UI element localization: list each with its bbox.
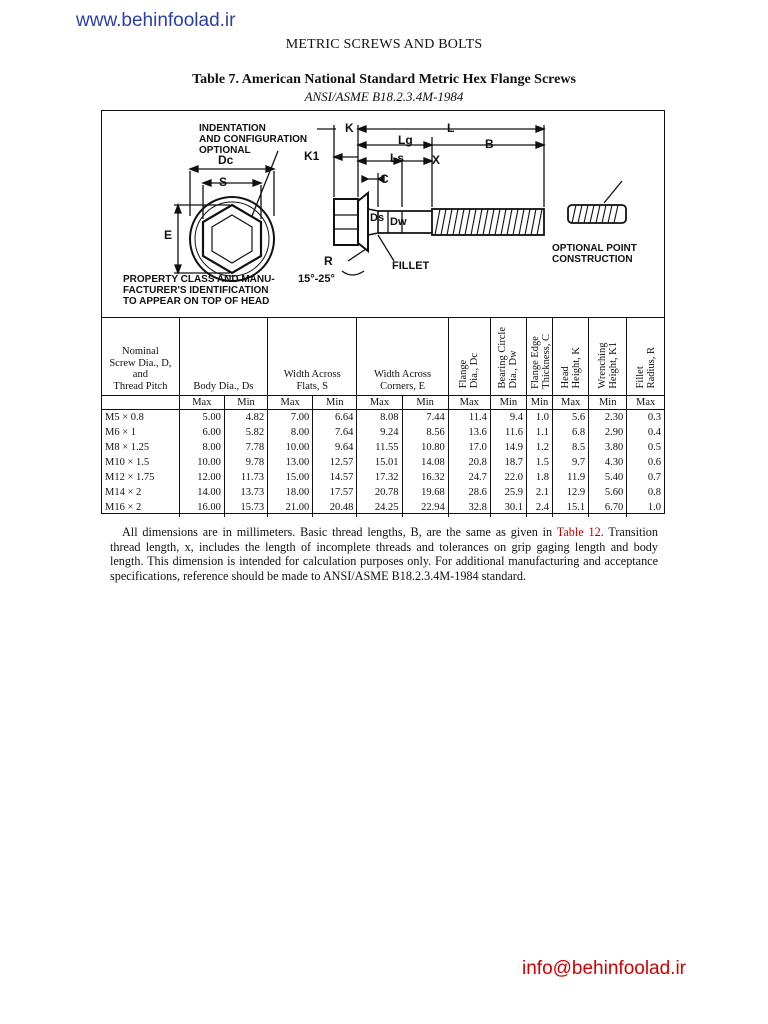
k1-label: K1 [304,149,320,163]
table-cell: 10.80 [402,440,448,455]
body-dia-header: Body Dia., Ds [179,318,267,396]
table-cell: 20.78 [357,485,402,500]
running-head: METRIC SCREWS AND BOLTS [285,37,483,52]
flange-dia-header: Flange Dia., Dc [448,318,490,396]
subheader-cell: Max [179,396,224,410]
table-cell: 32.8 [448,500,490,517]
table-cell: 11.55 [357,440,402,455]
table-cell: 16.00 [179,500,224,517]
table-cell: 0.3 [627,410,664,426]
property-label-2: FACTURER'S IDENTIFICATION [123,285,269,296]
table-cell: 20.48 [313,500,357,517]
angle-label: 15°-25° [298,273,335,285]
table-cell: 5.00 [179,410,224,426]
nominal-header: Nominal Screw Dia., D, and Thread Pitch [102,318,179,396]
row-label: M6 × 1 [105,427,137,438]
table-cell: 13.00 [268,455,313,470]
subheader-cell: Min [490,396,526,410]
table-cell: 17.32 [357,470,402,485]
width-flats-header: Width Across Flats, S [268,318,357,396]
table-cell: 11.6 [490,425,526,440]
table-cell: 9.4 [490,410,526,426]
s-label: S [219,175,228,189]
subheader-cell: Max [357,396,402,410]
table-cell: 7.44 [402,410,448,426]
dc-label: Dc [218,153,234,167]
table-cell: 22.0 [490,470,526,485]
table-cell: 9.24 [357,425,402,440]
table-cell: 7.00 [268,410,313,426]
flange-edge-header: Flange Edge Thickness, C [526,318,552,396]
table-cell: 17.0 [448,440,490,455]
subheader-blank [102,396,179,410]
table-cell: 8.00 [179,440,224,455]
table-cell: 0.7 [627,470,664,485]
table-title: Table 7. American National Standard Metric Hex Flange Screws [192,72,576,87]
table-cell: 6.8 [553,425,589,440]
table-row [102,500,664,517]
table-cell: 11.4 [448,410,490,426]
table-cell: 2.30 [589,410,627,426]
table-cell: 21.00 [268,500,313,517]
table-cell: 9.78 [224,455,267,470]
table-cell: 30.1 [490,500,526,517]
property-label-1: PROPERTY CLASS AND MANU- [123,274,275,285]
fillet-radius-header: Fillet Radius, R [627,318,664,396]
table-row [102,470,664,485]
table-cell: 14.9 [490,440,526,455]
dimensions-table [102,317,664,517]
table-cell: 13.6 [448,425,490,440]
table-cell: 2.90 [589,425,627,440]
table-body [102,410,664,518]
table-cell: 6.64 [313,410,357,426]
table-cell: 11.73 [224,470,267,485]
table-cell: 8.56 [402,425,448,440]
row-label: M5 × 0.8 [105,412,144,423]
table-cell: 18.00 [268,485,313,500]
k-label: K [345,121,354,135]
table-cell: 1.8 [526,470,552,485]
table-cell: 20.8 [448,455,490,470]
table-cell: 4.30 [589,455,627,470]
optional-point-label-2: CONSTRUCTION [552,254,633,265]
table-subtitle: ANSI/ASME B18.2.3.4M-1984 [304,89,464,104]
row-label: M8 × 1.25 [105,442,150,453]
table-cell: 8.5 [553,440,589,455]
table-row [102,425,664,440]
table-row [102,485,664,500]
table-cell: 7.78 [224,440,267,455]
indentation-label-1: INDENTATION [199,123,266,134]
table-cell: 19.68 [402,485,448,500]
table-cell: 12.9 [553,485,589,500]
table-cell: 15.00 [268,470,313,485]
table-cell: 15.1 [553,500,589,517]
table-cell: 6.70 [589,500,627,517]
row-label: M10 × 1.5 [105,457,150,468]
table-cell: 12.00 [179,470,224,485]
table-cell: 1.0 [627,500,664,517]
table-cell: 25.9 [490,485,526,500]
table-cell: 14.08 [402,455,448,470]
table-cell: 12.57 [313,455,357,470]
l-label: L [447,121,455,135]
property-label-3: TO APPEAR ON TOP OF HEAD [123,296,270,307]
e-label: E [164,228,173,242]
indentation-label-2: AND CONFIGURATION [199,134,308,145]
subheader-cell: Max [627,396,664,410]
table-row [102,440,664,455]
r-label: R [324,254,333,268]
indentation-label-3: OPTIONAL [199,145,251,156]
width-corners-header: Width Across Corners, E [357,318,448,396]
table-cell: 4.82 [224,410,267,426]
table-row [102,455,664,470]
ds-label: Ds [370,212,385,224]
table-cell: 8.00 [268,425,313,440]
row-label: M12 × 1.75 [105,472,155,483]
dw-label: Dw [390,216,407,228]
table-cell: 18.7 [490,455,526,470]
x-label: X [432,153,441,167]
row-label: M14 × 2 [105,487,142,498]
row-label: M16 × 2 [105,502,142,513]
table-cell: 28.6 [448,485,490,500]
table-cell: 6.00 [179,425,224,440]
table-cell: 0.8 [627,485,664,500]
c-label: C [380,172,389,186]
table-cell: 10.00 [268,440,313,455]
table-cell: 16.32 [402,470,448,485]
table-cell: 14.57 [313,470,357,485]
table-cell: 17.57 [313,485,357,500]
head-height-header: Head Height, K [553,318,589,396]
watermark-url[interactable]: www.behinfoolad.ir [76,10,236,31]
subheader-cell: Max [448,396,490,410]
wrenching-height-header: Wrenching Height, K1 [589,318,627,396]
subheader-cell: Min [526,396,552,410]
table-12-link[interactable]: Table 12 [556,525,601,539]
footnote: All dimensions are in millimeters. Basic thread lengths, B, are the same as given in Table 12. Transition thread length, x, includes the length of incomplete threads and tolerances on grip gaging length and body length. This dimension is intended for calculation purposes only. For additional manufacturing and acceptance specifications, reference should be made to ANSI/ASME B18.2.3.4M-1984 standard. [110,525,658,583]
table-cell: 7.64 [313,425,357,440]
table-cell: 0.5 [627,440,664,455]
table-cell: 14.00 [179,485,224,500]
hex-flange-screw-figure [102,111,664,317]
b-label: B [485,137,494,151]
table-cell: 3.80 [589,440,627,455]
table-cell: 15.73 [224,500,267,517]
table-cell: 5.6 [553,410,589,426]
table-cell: 1.1 [526,425,552,440]
subheader-cell: Min [224,396,267,410]
table-cell: 9.7 [553,455,589,470]
subheader-cell: Max [268,396,313,410]
table-cell: 1.5 [526,455,552,470]
table-cell: 22.94 [402,500,448,517]
subheader-cell: Min [402,396,448,410]
bearing-circle-header: Bearing Circle Dia., Dw [490,318,526,396]
fillet-label: FILLET [392,260,430,272]
optional-point-label-1: OPTIONAL POINT [552,243,637,254]
table-cell: 5.60 [589,485,627,500]
table-cell: 24.7 [448,470,490,485]
table-cell: 5.40 [589,470,627,485]
watermark-email[interactable]: info@behinfoolad.ir [522,958,687,979]
table-cell: 0.6 [627,455,664,470]
lg-label: Lg [398,133,413,147]
table-cell: 8.08 [357,410,402,426]
table-cell: 13.73 [224,485,267,500]
table-cell: 5.82 [224,425,267,440]
subheader-cell: Max [553,396,589,410]
table-cell: 2.4 [526,500,552,517]
table-frame [101,110,665,514]
table-cell: 15.01 [357,455,402,470]
table-row [102,410,664,426]
table-cell: 1.2 [526,440,552,455]
table-cell: 10.00 [179,455,224,470]
subheader-cell: Min [589,396,627,410]
table-cell: 11.9 [553,470,589,485]
ls-label: Ls [390,151,405,165]
table-cell: 0.4 [627,425,664,440]
table-cell: 24.25 [357,500,402,517]
subheader-cell: Min [313,396,357,410]
table-cell: 1.0 [526,410,552,426]
table-cell: 9.64 [313,440,357,455]
table-cell: 2.1 [526,485,552,500]
